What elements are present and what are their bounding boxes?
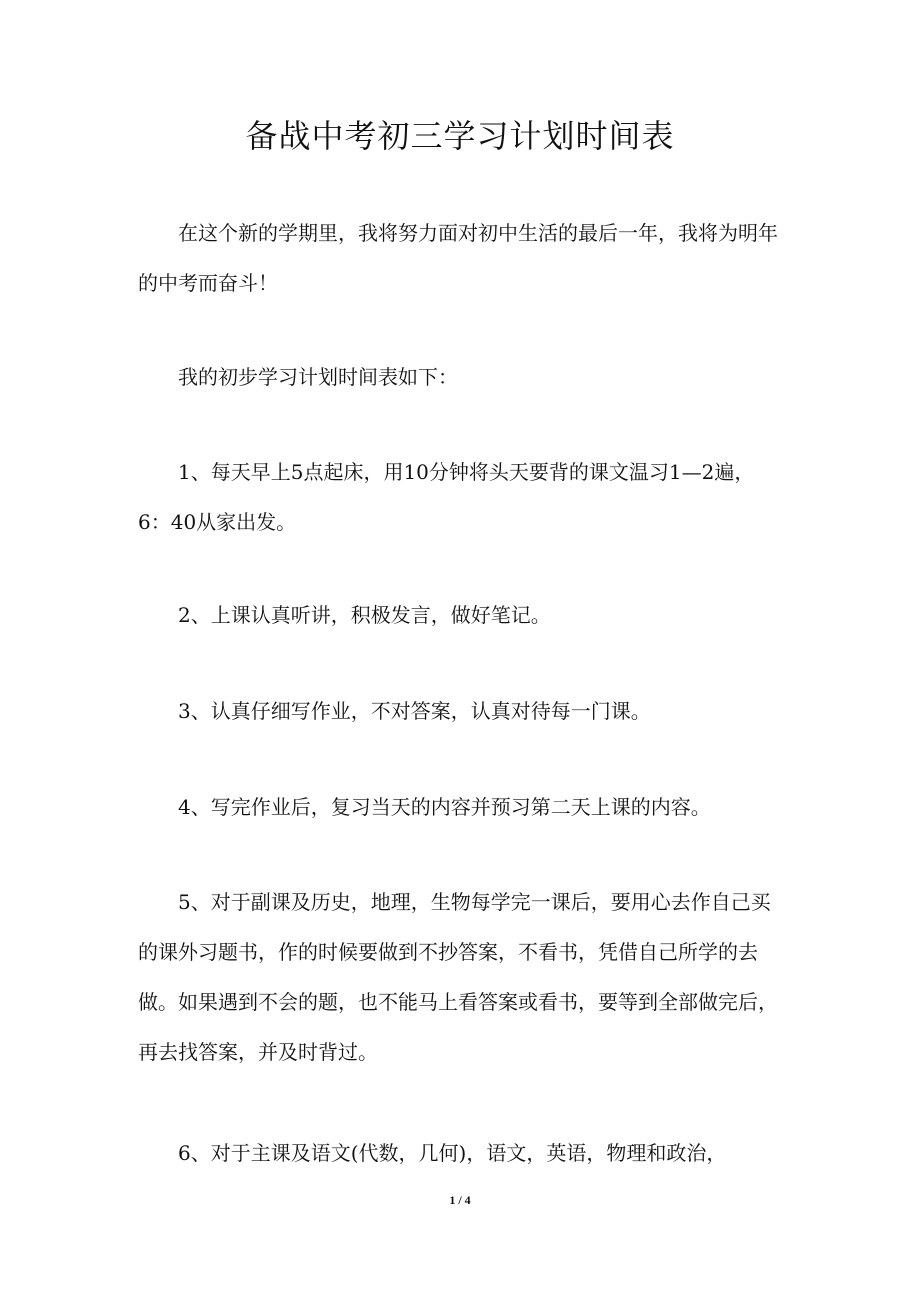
paragraph-item-5: 5、对于副课及历史，地理，生物每学完一课后，要用心去作自己买的课外习题书，作的时候要做到不抄答案，不看书，凭借自己所学的去做。如果遇到不会的题，也不能马上看答案或看书，要等到全部做完后，再去找答案，并及时背过。 — [138, 890, 778, 1064]
paragraph-item-4: 4、写完作业后，复习当天的内容并预习第二天上课的内容。 — [178, 795, 711, 819]
paragraph-item-2: 2、上课认真听讲，积极发言，做好笔记。 — [178, 603, 551, 627]
paragraph-plan-heading: 我的初步学习计划时间表如下： — [178, 365, 458, 389]
document-title: 备战中考初三学习计划时间表 — [245, 117, 675, 155]
paragraph-item-6: 6、对于主课及语文(代数，几何)，语文，英语，物理和政治， — [178, 1141, 727, 1165]
paragraph-item-1: 1、每天早上5点起床，用10分钟将头天要背的课文温习1—2遍，6：40从家出发。 — [138, 460, 755, 534]
page-number: 1 / 4 — [449, 1193, 471, 1207]
paragraph-item-3: 3、认真仔细写作业，不对答案，认真对待每一门课。 — [178, 699, 651, 723]
paragraph-intro: 在这个新的学期里，我将努力面对初中生活的最后一年，我将为明年的中考而奋斗！ — [138, 221, 778, 295]
